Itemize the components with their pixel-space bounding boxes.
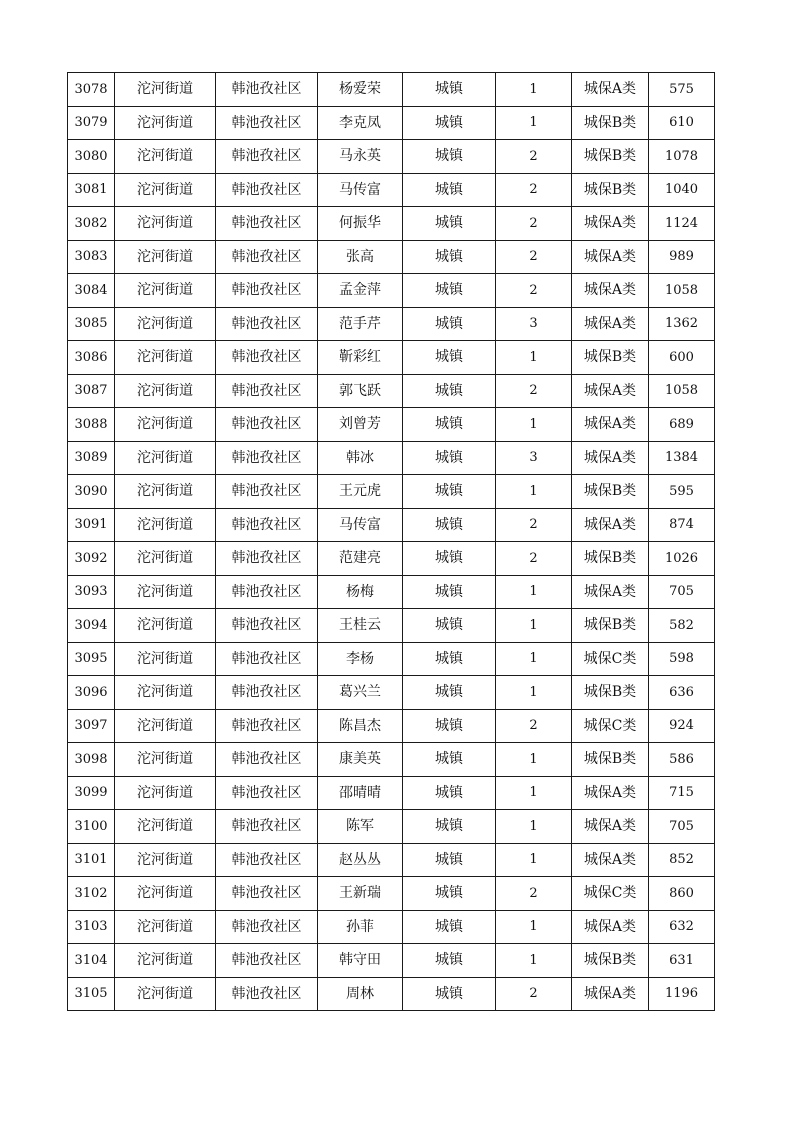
name-cell: 杨梅 bbox=[318, 575, 403, 609]
name-cell: 靳彩红 bbox=[318, 341, 403, 375]
subdistrict-cell: 沱河街道 bbox=[115, 173, 216, 207]
table-row bbox=[68, 408, 715, 442]
community-cell: 韩池孜社区 bbox=[216, 743, 318, 777]
serial-number-cell: 3104 bbox=[68, 944, 115, 978]
household-size-cell: 1 bbox=[496, 910, 572, 944]
category-cell: 城保A类 bbox=[572, 776, 649, 810]
table-row bbox=[68, 441, 715, 475]
community-cell: 韩池孜社区 bbox=[216, 106, 318, 140]
table-row bbox=[68, 207, 715, 241]
table-row bbox=[68, 307, 715, 341]
community-cell: 韩池孜社区 bbox=[216, 341, 318, 375]
serial-number-cell: 3097 bbox=[68, 709, 115, 743]
community-cell: 韩池孜社区 bbox=[216, 810, 318, 844]
household-size-cell: 2 bbox=[496, 207, 572, 241]
community-cell: 韩池孜社区 bbox=[216, 240, 318, 274]
name-cell: 邵晴晴 bbox=[318, 776, 403, 810]
area-type-cell: 城镇 bbox=[403, 642, 496, 676]
serial-number-cell: 3086 bbox=[68, 341, 115, 375]
name-cell: 孙菲 bbox=[318, 910, 403, 944]
community-cell: 韩池孜社区 bbox=[216, 843, 318, 877]
community-cell: 韩池孜社区 bbox=[216, 877, 318, 911]
amount-cell: 1058 bbox=[649, 274, 715, 308]
community-cell: 韩池孜社区 bbox=[216, 173, 318, 207]
category-cell: 城保B类 bbox=[572, 542, 649, 576]
name-cell: 郭飞跃 bbox=[318, 374, 403, 408]
area-type-cell: 城镇 bbox=[403, 307, 496, 341]
household-size-cell: 2 bbox=[496, 274, 572, 308]
household-size-cell: 1 bbox=[496, 609, 572, 643]
serial-number-cell: 3100 bbox=[68, 810, 115, 844]
subdistrict-cell: 沱河街道 bbox=[115, 642, 216, 676]
household-size-cell: 2 bbox=[496, 709, 572, 743]
household-size-cell: 1 bbox=[496, 810, 572, 844]
area-type-cell: 城镇 bbox=[403, 341, 496, 375]
subdistrict-cell: 沱河街道 bbox=[115, 944, 216, 978]
category-cell: 城保B类 bbox=[572, 341, 649, 375]
serial-number-cell: 3084 bbox=[68, 274, 115, 308]
community-cell: 韩池孜社区 bbox=[216, 475, 318, 509]
serial-number-cell: 3095 bbox=[68, 642, 115, 676]
serial-number-cell: 3080 bbox=[68, 140, 115, 174]
serial-number-cell: 3093 bbox=[68, 575, 115, 609]
serial-number-cell: 3103 bbox=[68, 910, 115, 944]
subdistrict-cell: 沱河街道 bbox=[115, 810, 216, 844]
subdistrict-cell: 沱河街道 bbox=[115, 408, 216, 442]
community-cell: 韩池孜社区 bbox=[216, 776, 318, 810]
subdistrict-cell: 沱河街道 bbox=[115, 877, 216, 911]
serial-number-cell: 3081 bbox=[68, 173, 115, 207]
category-cell: 城保A类 bbox=[572, 274, 649, 308]
amount-cell: 600 bbox=[649, 341, 715, 375]
amount-cell: 586 bbox=[649, 743, 715, 777]
category-cell: 城保A类 bbox=[572, 508, 649, 542]
amount-cell: 852 bbox=[649, 843, 715, 877]
serial-number-cell: 3092 bbox=[68, 542, 115, 576]
serial-number-cell: 3085 bbox=[68, 307, 115, 341]
area-type-cell: 城镇 bbox=[403, 508, 496, 542]
serial-number-cell: 3091 bbox=[68, 508, 115, 542]
subdistrict-cell: 沱河街道 bbox=[115, 542, 216, 576]
serial-number-cell: 3098 bbox=[68, 743, 115, 777]
table-row bbox=[68, 609, 715, 643]
community-cell: 韩池孜社区 bbox=[216, 642, 318, 676]
area-type-cell: 城镇 bbox=[403, 776, 496, 810]
table-row bbox=[68, 508, 715, 542]
subdistrict-cell: 沱河街道 bbox=[115, 240, 216, 274]
area-type-cell: 城镇 bbox=[403, 106, 496, 140]
amount-cell: 632 bbox=[649, 910, 715, 944]
name-cell: 杨爱荣 bbox=[318, 73, 403, 107]
serial-number-cell: 3099 bbox=[68, 776, 115, 810]
table-row bbox=[68, 709, 715, 743]
name-cell: 陈军 bbox=[318, 810, 403, 844]
community-cell: 韩池孜社区 bbox=[216, 307, 318, 341]
serial-number-cell: 3090 bbox=[68, 475, 115, 509]
table-row bbox=[68, 106, 715, 140]
name-cell: 马永英 bbox=[318, 140, 403, 174]
area-type-cell: 城镇 bbox=[403, 441, 496, 475]
area-type-cell: 城镇 bbox=[403, 977, 496, 1011]
category-cell: 城保B类 bbox=[572, 609, 649, 643]
serial-number-cell: 3096 bbox=[68, 676, 115, 710]
area-type-cell: 城镇 bbox=[403, 207, 496, 241]
serial-number-cell: 3088 bbox=[68, 408, 115, 442]
area-type-cell: 城镇 bbox=[403, 140, 496, 174]
amount-cell: 1040 bbox=[649, 173, 715, 207]
table-row bbox=[68, 977, 715, 1011]
subdistrict-cell: 沱河街道 bbox=[115, 709, 216, 743]
area-type-cell: 城镇 bbox=[403, 810, 496, 844]
area-type-cell: 城镇 bbox=[403, 709, 496, 743]
category-cell: 城保B类 bbox=[572, 944, 649, 978]
serial-number-cell: 3078 bbox=[68, 73, 115, 107]
community-cell: 韩池孜社区 bbox=[216, 73, 318, 107]
area-type-cell: 城镇 bbox=[403, 73, 496, 107]
subdistrict-cell: 沱河街道 bbox=[115, 207, 216, 241]
area-type-cell: 城镇 bbox=[403, 274, 496, 308]
name-cell: 韩守田 bbox=[318, 944, 403, 978]
name-cell: 韩冰 bbox=[318, 441, 403, 475]
area-type-cell: 城镇 bbox=[403, 843, 496, 877]
community-cell: 韩池孜社区 bbox=[216, 944, 318, 978]
category-cell: 城保A类 bbox=[572, 441, 649, 475]
table-row bbox=[68, 341, 715, 375]
amount-cell: 1196 bbox=[649, 977, 715, 1011]
community-cell: 韩池孜社区 bbox=[216, 575, 318, 609]
community-cell: 韩池孜社区 bbox=[216, 977, 318, 1011]
serial-number-cell: 3094 bbox=[68, 609, 115, 643]
community-cell: 韩池孜社区 bbox=[216, 508, 318, 542]
amount-cell: 610 bbox=[649, 106, 715, 140]
household-size-cell: 3 bbox=[496, 307, 572, 341]
subdistrict-cell: 沱河街道 bbox=[115, 977, 216, 1011]
name-cell: 李克凤 bbox=[318, 106, 403, 140]
name-cell: 王桂云 bbox=[318, 609, 403, 643]
subdistrict-cell: 沱河街道 bbox=[115, 508, 216, 542]
serial-number-cell: 3102 bbox=[68, 877, 115, 911]
name-cell: 王新瑞 bbox=[318, 877, 403, 911]
subdistrict-cell: 沱河街道 bbox=[115, 307, 216, 341]
community-cell: 韩池孜社区 bbox=[216, 140, 318, 174]
household-size-cell: 1 bbox=[496, 843, 572, 877]
community-cell: 韩池孜社区 bbox=[216, 542, 318, 576]
category-cell: 城保B类 bbox=[572, 106, 649, 140]
subdistrict-cell: 沱河街道 bbox=[115, 274, 216, 308]
area-type-cell: 城镇 bbox=[403, 877, 496, 911]
household-size-cell: 1 bbox=[496, 475, 572, 509]
area-type-cell: 城镇 bbox=[403, 475, 496, 509]
category-cell: 城保A类 bbox=[572, 977, 649, 1011]
community-cell: 韩池孜社区 bbox=[216, 676, 318, 710]
household-size-cell: 1 bbox=[496, 73, 572, 107]
household-size-cell: 1 bbox=[496, 676, 572, 710]
name-cell: 孟金萍 bbox=[318, 274, 403, 308]
subdistrict-cell: 沱河街道 bbox=[115, 475, 216, 509]
serial-number-cell: 3082 bbox=[68, 207, 115, 241]
area-type-cell: 城镇 bbox=[403, 575, 496, 609]
household-size-cell: 3 bbox=[496, 441, 572, 475]
table-row bbox=[68, 274, 715, 308]
community-cell: 韩池孜社区 bbox=[216, 609, 318, 643]
category-cell: 城保A类 bbox=[572, 207, 649, 241]
category-cell: 城保A类 bbox=[572, 810, 649, 844]
amount-cell: 636 bbox=[649, 676, 715, 710]
category-cell: 城保A类 bbox=[572, 240, 649, 274]
household-size-cell: 1 bbox=[496, 642, 572, 676]
name-cell: 刘曾芳 bbox=[318, 408, 403, 442]
table-row bbox=[68, 575, 715, 609]
community-cell: 韩池孜社区 bbox=[216, 709, 318, 743]
community-cell: 韩池孜社区 bbox=[216, 274, 318, 308]
amount-cell: 1026 bbox=[649, 542, 715, 576]
subdistrict-cell: 沱河街道 bbox=[115, 743, 216, 777]
category-cell: 城保A类 bbox=[572, 73, 649, 107]
category-cell: 城保B类 bbox=[572, 173, 649, 207]
table-row bbox=[68, 910, 715, 944]
household-size-cell: 2 bbox=[496, 173, 572, 207]
household-size-cell: 2 bbox=[496, 542, 572, 576]
subdistrict-cell: 沱河街道 bbox=[115, 676, 216, 710]
amount-cell: 860 bbox=[649, 877, 715, 911]
name-cell: 陈昌杰 bbox=[318, 709, 403, 743]
allowance-table bbox=[67, 72, 715, 1011]
subdistrict-cell: 沱河街道 bbox=[115, 374, 216, 408]
serial-number-cell: 3089 bbox=[68, 441, 115, 475]
category-cell: 城保B类 bbox=[572, 140, 649, 174]
household-size-cell: 1 bbox=[496, 408, 572, 442]
area-type-cell: 城镇 bbox=[403, 542, 496, 576]
community-cell: 韩池孜社区 bbox=[216, 408, 318, 442]
community-cell: 韩池孜社区 bbox=[216, 374, 318, 408]
name-cell: 范手芹 bbox=[318, 307, 403, 341]
category-cell: 城保A类 bbox=[572, 374, 649, 408]
serial-number-cell: 3101 bbox=[68, 843, 115, 877]
category-cell: 城保A类 bbox=[572, 307, 649, 341]
area-type-cell: 城镇 bbox=[403, 944, 496, 978]
category-cell: 城保C类 bbox=[572, 709, 649, 743]
household-size-cell: 2 bbox=[496, 374, 572, 408]
area-type-cell: 城镇 bbox=[403, 240, 496, 274]
name-cell: 李杨 bbox=[318, 642, 403, 676]
table-row bbox=[68, 944, 715, 978]
amount-cell: 1124 bbox=[649, 207, 715, 241]
area-type-cell: 城镇 bbox=[403, 173, 496, 207]
household-size-cell: 1 bbox=[496, 944, 572, 978]
table-row bbox=[68, 642, 715, 676]
category-cell: 城保A类 bbox=[572, 910, 649, 944]
community-cell: 韩池孜社区 bbox=[216, 207, 318, 241]
serial-number-cell: 3079 bbox=[68, 106, 115, 140]
amount-cell: 715 bbox=[649, 776, 715, 810]
amount-cell: 575 bbox=[649, 73, 715, 107]
category-cell: 城保A类 bbox=[572, 408, 649, 442]
subdistrict-cell: 沱河街道 bbox=[115, 441, 216, 475]
area-type-cell: 城镇 bbox=[403, 374, 496, 408]
subdistrict-cell: 沱河街道 bbox=[115, 575, 216, 609]
subdistrict-cell: 沱河街道 bbox=[115, 73, 216, 107]
name-cell: 张高 bbox=[318, 240, 403, 274]
area-type-cell: 城镇 bbox=[403, 910, 496, 944]
household-size-cell: 2 bbox=[496, 240, 572, 274]
household-size-cell: 1 bbox=[496, 575, 572, 609]
amount-cell: 689 bbox=[649, 408, 715, 442]
area-type-cell: 城镇 bbox=[403, 408, 496, 442]
amount-cell: 1362 bbox=[649, 307, 715, 341]
category-cell: 城保C类 bbox=[572, 877, 649, 911]
category-cell: 城保B类 bbox=[572, 475, 649, 509]
table-row bbox=[68, 877, 715, 911]
amount-cell: 598 bbox=[649, 642, 715, 676]
name-cell: 何振华 bbox=[318, 207, 403, 241]
table-row bbox=[68, 140, 715, 174]
category-cell: 城保A类 bbox=[572, 843, 649, 877]
name-cell: 马传富 bbox=[318, 173, 403, 207]
area-type-cell: 城镇 bbox=[403, 609, 496, 643]
amount-cell: 595 bbox=[649, 475, 715, 509]
community-cell: 韩池孜社区 bbox=[216, 441, 318, 475]
table-row bbox=[68, 475, 715, 509]
table-row bbox=[68, 542, 715, 576]
name-cell: 康美英 bbox=[318, 743, 403, 777]
household-size-cell: 2 bbox=[496, 877, 572, 911]
name-cell: 周林 bbox=[318, 977, 403, 1011]
name-cell: 葛兴兰 bbox=[318, 676, 403, 710]
name-cell: 王元虎 bbox=[318, 475, 403, 509]
name-cell: 赵丛丛 bbox=[318, 843, 403, 877]
household-size-cell: 1 bbox=[496, 776, 572, 810]
table-row bbox=[68, 776, 715, 810]
subdistrict-cell: 沱河街道 bbox=[115, 843, 216, 877]
name-cell: 范建亮 bbox=[318, 542, 403, 576]
household-size-cell: 1 bbox=[496, 106, 572, 140]
household-size-cell: 1 bbox=[496, 341, 572, 375]
table-row bbox=[68, 810, 715, 844]
serial-number-cell: 3083 bbox=[68, 240, 115, 274]
table-row bbox=[68, 843, 715, 877]
table-row bbox=[68, 676, 715, 710]
category-cell: 城保C类 bbox=[572, 642, 649, 676]
name-cell: 马传富 bbox=[318, 508, 403, 542]
household-size-cell: 1 bbox=[496, 743, 572, 777]
amount-cell: 924 bbox=[649, 709, 715, 743]
table-row bbox=[68, 374, 715, 408]
area-type-cell: 城镇 bbox=[403, 676, 496, 710]
amount-cell: 1078 bbox=[649, 140, 715, 174]
area-type-cell: 城镇 bbox=[403, 743, 496, 777]
community-cell: 韩池孜社区 bbox=[216, 910, 318, 944]
amount-cell: 1384 bbox=[649, 441, 715, 475]
subdistrict-cell: 沱河街道 bbox=[115, 776, 216, 810]
amount-cell: 874 bbox=[649, 508, 715, 542]
subdistrict-cell: 沱河街道 bbox=[115, 341, 216, 375]
amount-cell: 989 bbox=[649, 240, 715, 274]
category-cell: 城保B类 bbox=[572, 743, 649, 777]
amount-cell: 705 bbox=[649, 575, 715, 609]
amount-cell: 582 bbox=[649, 609, 715, 643]
serial-number-cell: 3087 bbox=[68, 374, 115, 408]
table-row bbox=[68, 73, 715, 107]
subdistrict-cell: 沱河街道 bbox=[115, 140, 216, 174]
category-cell: 城保A类 bbox=[572, 575, 649, 609]
category-cell: 城保B类 bbox=[572, 676, 649, 710]
amount-cell: 631 bbox=[649, 944, 715, 978]
household-size-cell: 2 bbox=[496, 508, 572, 542]
household-size-cell: 2 bbox=[496, 977, 572, 1011]
table-row bbox=[68, 743, 715, 777]
subdistrict-cell: 沱河街道 bbox=[115, 609, 216, 643]
subdistrict-cell: 沱河街道 bbox=[115, 910, 216, 944]
serial-number-cell: 3105 bbox=[68, 977, 115, 1011]
table-body bbox=[68, 73, 715, 1011]
table-row bbox=[68, 240, 715, 274]
amount-cell: 1058 bbox=[649, 374, 715, 408]
table-row bbox=[68, 173, 715, 207]
subdistrict-cell: 沱河街道 bbox=[115, 106, 216, 140]
household-size-cell: 2 bbox=[496, 140, 572, 174]
amount-cell: 705 bbox=[649, 810, 715, 844]
